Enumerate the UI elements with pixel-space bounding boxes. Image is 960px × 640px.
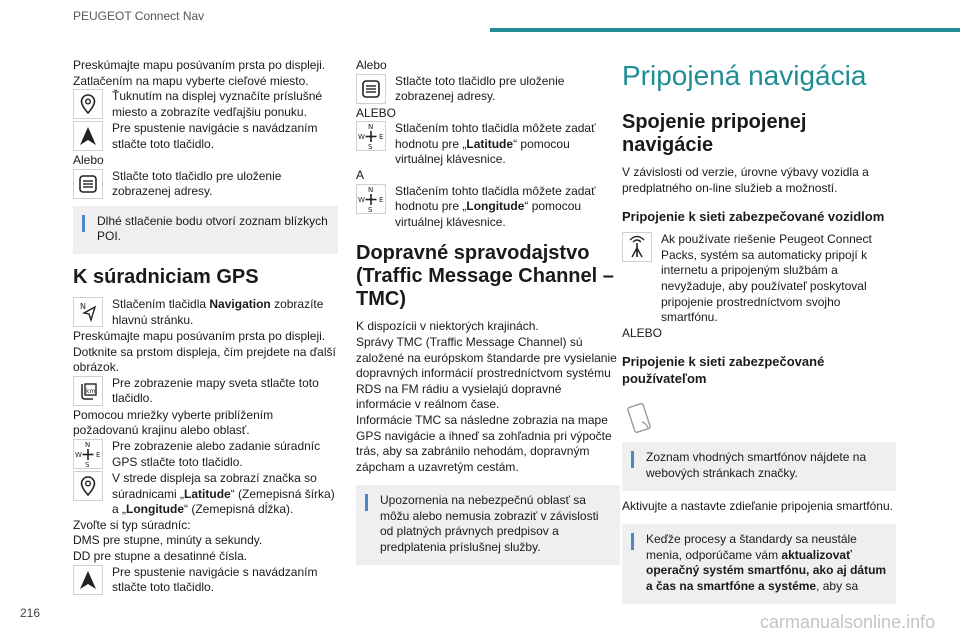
svg-text:S: S	[368, 143, 373, 152]
icon-row: N S W E Pre zobrazenie alebo zadanie súradníc GPS stlačte toto tlačidlo.	[75, 438, 321, 469]
paragraph: DMS pre stupne, minúty a sekundy.	[73, 533, 263, 548]
icon-row: km Pre zobrazenie mapy sveta stlačte toto tlačidlo.	[73, 376, 338, 408]
icon-row: Stlačte toto tlačidlo pre uloženie zobrazenej adresy.	[356, 74, 620, 106]
world-map-icon	[73, 376, 103, 406]
svg-text:N: N	[85, 440, 91, 449]
info-note: Upozornenia na nebezpečnú oblasť sa môžu alebo nemusia zobraziť v závislosti od platných právnych predpisov a predplatenia príslušnej služby.	[356, 485, 620, 564]
svg-text:E: E	[379, 195, 384, 204]
subsection-heading: Pripojenie k sieti zabezpečované používateľom	[622, 354, 825, 387]
svg-text:N: N	[80, 301, 86, 311]
chapter-title: Pripojená navigácia	[622, 60, 867, 91]
paragraph: V závislosti od verzie, úrovne výbavy vozidla a predplatného on-line služieb a možností.	[622, 165, 869, 195]
watermark: carmanualsonline.info	[760, 612, 936, 632]
icon-row: Stlačte toto tlačidlo pre uloženie zobrazenej adresy.	[73, 169, 338, 201]
icon-row: Ťuknutím na displej vyznačíte príslušné miesto a zobrazíte vedľajšiu ponuku.	[73, 89, 338, 121]
info-note: Keďže procesy a štandardy sa neustále menia, odporúčame vám aktualizovať operačný systém smartfónu, ako aj dátum a čas na smartfóne a systéme, aby sa	[622, 524, 896, 603]
page-number: 216	[20, 606, 41, 620]
paragraph: Informácie TMC sa následne zobrazia na mape GPS navigácie a ihneď sa zohľadnia pri výpočte trás, aby sa zabránilo nehodám, dopravným zápcham a uzavretým cestám.	[356, 412, 612, 474]
compass-coordinates-icon	[356, 121, 386, 151]
paragraph: Alebo	[73, 153, 104, 168]
paragraph: DD pre stupne a desatinné čísla.	[73, 548, 248, 563]
svg-text:E: E	[379, 133, 384, 142]
column-middle	[356, 58, 620, 573]
paragraph: K dispozícii v niektorých krajinách.	[356, 319, 539, 334]
smartphone-icon	[622, 402, 656, 436]
icon-row: Pre spustenie navigácie s navádzaním stlačte toto tlačidlo.	[73, 121, 338, 153]
column-right	[622, 58, 896, 612]
paragraph: Zatlačením na mapu vyberte cieľové miesto.	[73, 73, 309, 88]
paragraph: ALEBO	[622, 325, 663, 340]
paragraph: Správy TMC (Traffic Message Channel) sú založené na európskom štandarde pre vysielanie dopravných informácií prostredníctvom systému RDS na FM rádiu a vysielajú dopravné informácie v reálnom čase.	[356, 334, 617, 412]
navigation-icon	[73, 297, 103, 327]
paragraph: ALEBO	[356, 105, 397, 120]
info-note: Zoznam vhodných smartfónov nájdete na webových stránkach značky.	[622, 442, 896, 490]
icon-row: N S W E Stlačením tohto tlačidla môžete zadať hodnotu pre „Latitude“ pomocou virtuálnej klávesnice.	[358, 121, 596, 167]
navigation-arrow-icon	[73, 565, 103, 595]
info-icon	[631, 533, 634, 550]
svg-text:E: E	[96, 450, 101, 459]
info-icon	[631, 451, 634, 468]
paragraph: Aktivujte a nastavte zdieľanie pripojenia smartfónu.	[622, 498, 893, 513]
save-address-icon	[73, 169, 103, 199]
svg-text:W: W	[75, 450, 82, 459]
section-heading: K súradniciam GPS	[73, 265, 259, 288]
header-accent-bar	[490, 28, 960, 32]
icon-row: V strede displeja sa zobrazí značka so súradnicami „Latitude“ (Zemepisná šírka) a „Longitude“ (Zemepisná dĺžka).	[73, 471, 338, 518]
svg-text:N: N	[368, 185, 374, 194]
section-heading: Dopravné spravodajstvo (Traffic Message Channel – TMC)	[356, 242, 614, 311]
subsection-heading: Pripojenie k sieti zabezpečované vozidlom	[622, 209, 885, 225]
icon-row: Pre spustenie navigácie s navádzaním stlačte toto tlačidlo.	[73, 565, 338, 597]
map-pin-icon	[73, 471, 103, 501]
section-heading: Spojenie pripojenej navigácie	[622, 111, 807, 156]
svg-text:W: W	[358, 133, 365, 142]
svg-text:S: S	[368, 205, 373, 214]
info-icon	[365, 494, 368, 511]
column-left	[73, 58, 338, 597]
svg-text:km: km	[86, 387, 96, 395]
compass-coordinates-icon	[356, 184, 386, 214]
save-address-icon	[356, 74, 386, 104]
paragraph: Pomocou mriežky vyberte priblížením požadovanú krajinu alebo oblasť.	[73, 407, 274, 438]
info-note: Dlhé stlačenie bodu otvorí zoznam blízkych POI.	[73, 206, 338, 254]
running-header: PEUGEOT Connect Nav	[73, 9, 205, 23]
antenna-icon	[622, 232, 652, 262]
paragraph: Dotknite sa prstom displeja, čím prejdete na ďalší obrázok.	[73, 344, 336, 375]
icon-row: N Stlačením tlačidla Navigation zobrazíte hlavnú stránku.	[73, 297, 338, 329]
paragraph: Zvoľte si typ súradníc:	[73, 517, 191, 532]
paragraph: Alebo	[356, 58, 387, 72]
paragraph: A	[356, 167, 365, 182]
icon-row: Ak používate riešenie Peugeot Connect Packs, systém sa automaticky pripojí k internetu a pripojeným službám a nevyžaduje, aby používateľ poskytoval pripojenie prostredníctvom svojho smartfónu.	[622, 232, 896, 326]
icon-row: N S W E Stlačením tohto tlačidla môžete zadať hodnotu pre „Longitude“ pomocou virtuálnej klávesnice.	[358, 183, 596, 229]
svg-text:W: W	[358, 195, 365, 204]
paragraph: Preskúmajte mapu posúvaním prsta po displeji.	[73, 58, 326, 72]
info-icon	[82, 215, 85, 232]
svg-text:N: N	[368, 123, 374, 132]
svg-text:S: S	[85, 460, 90, 469]
compass-coordinates-icon	[73, 439, 103, 469]
navigation-arrow-icon	[73, 121, 103, 151]
paragraph: Preskúmajte mapu posúvaním prsta po displeji.	[73, 328, 326, 343]
map-pin-icon	[73, 89, 103, 119]
